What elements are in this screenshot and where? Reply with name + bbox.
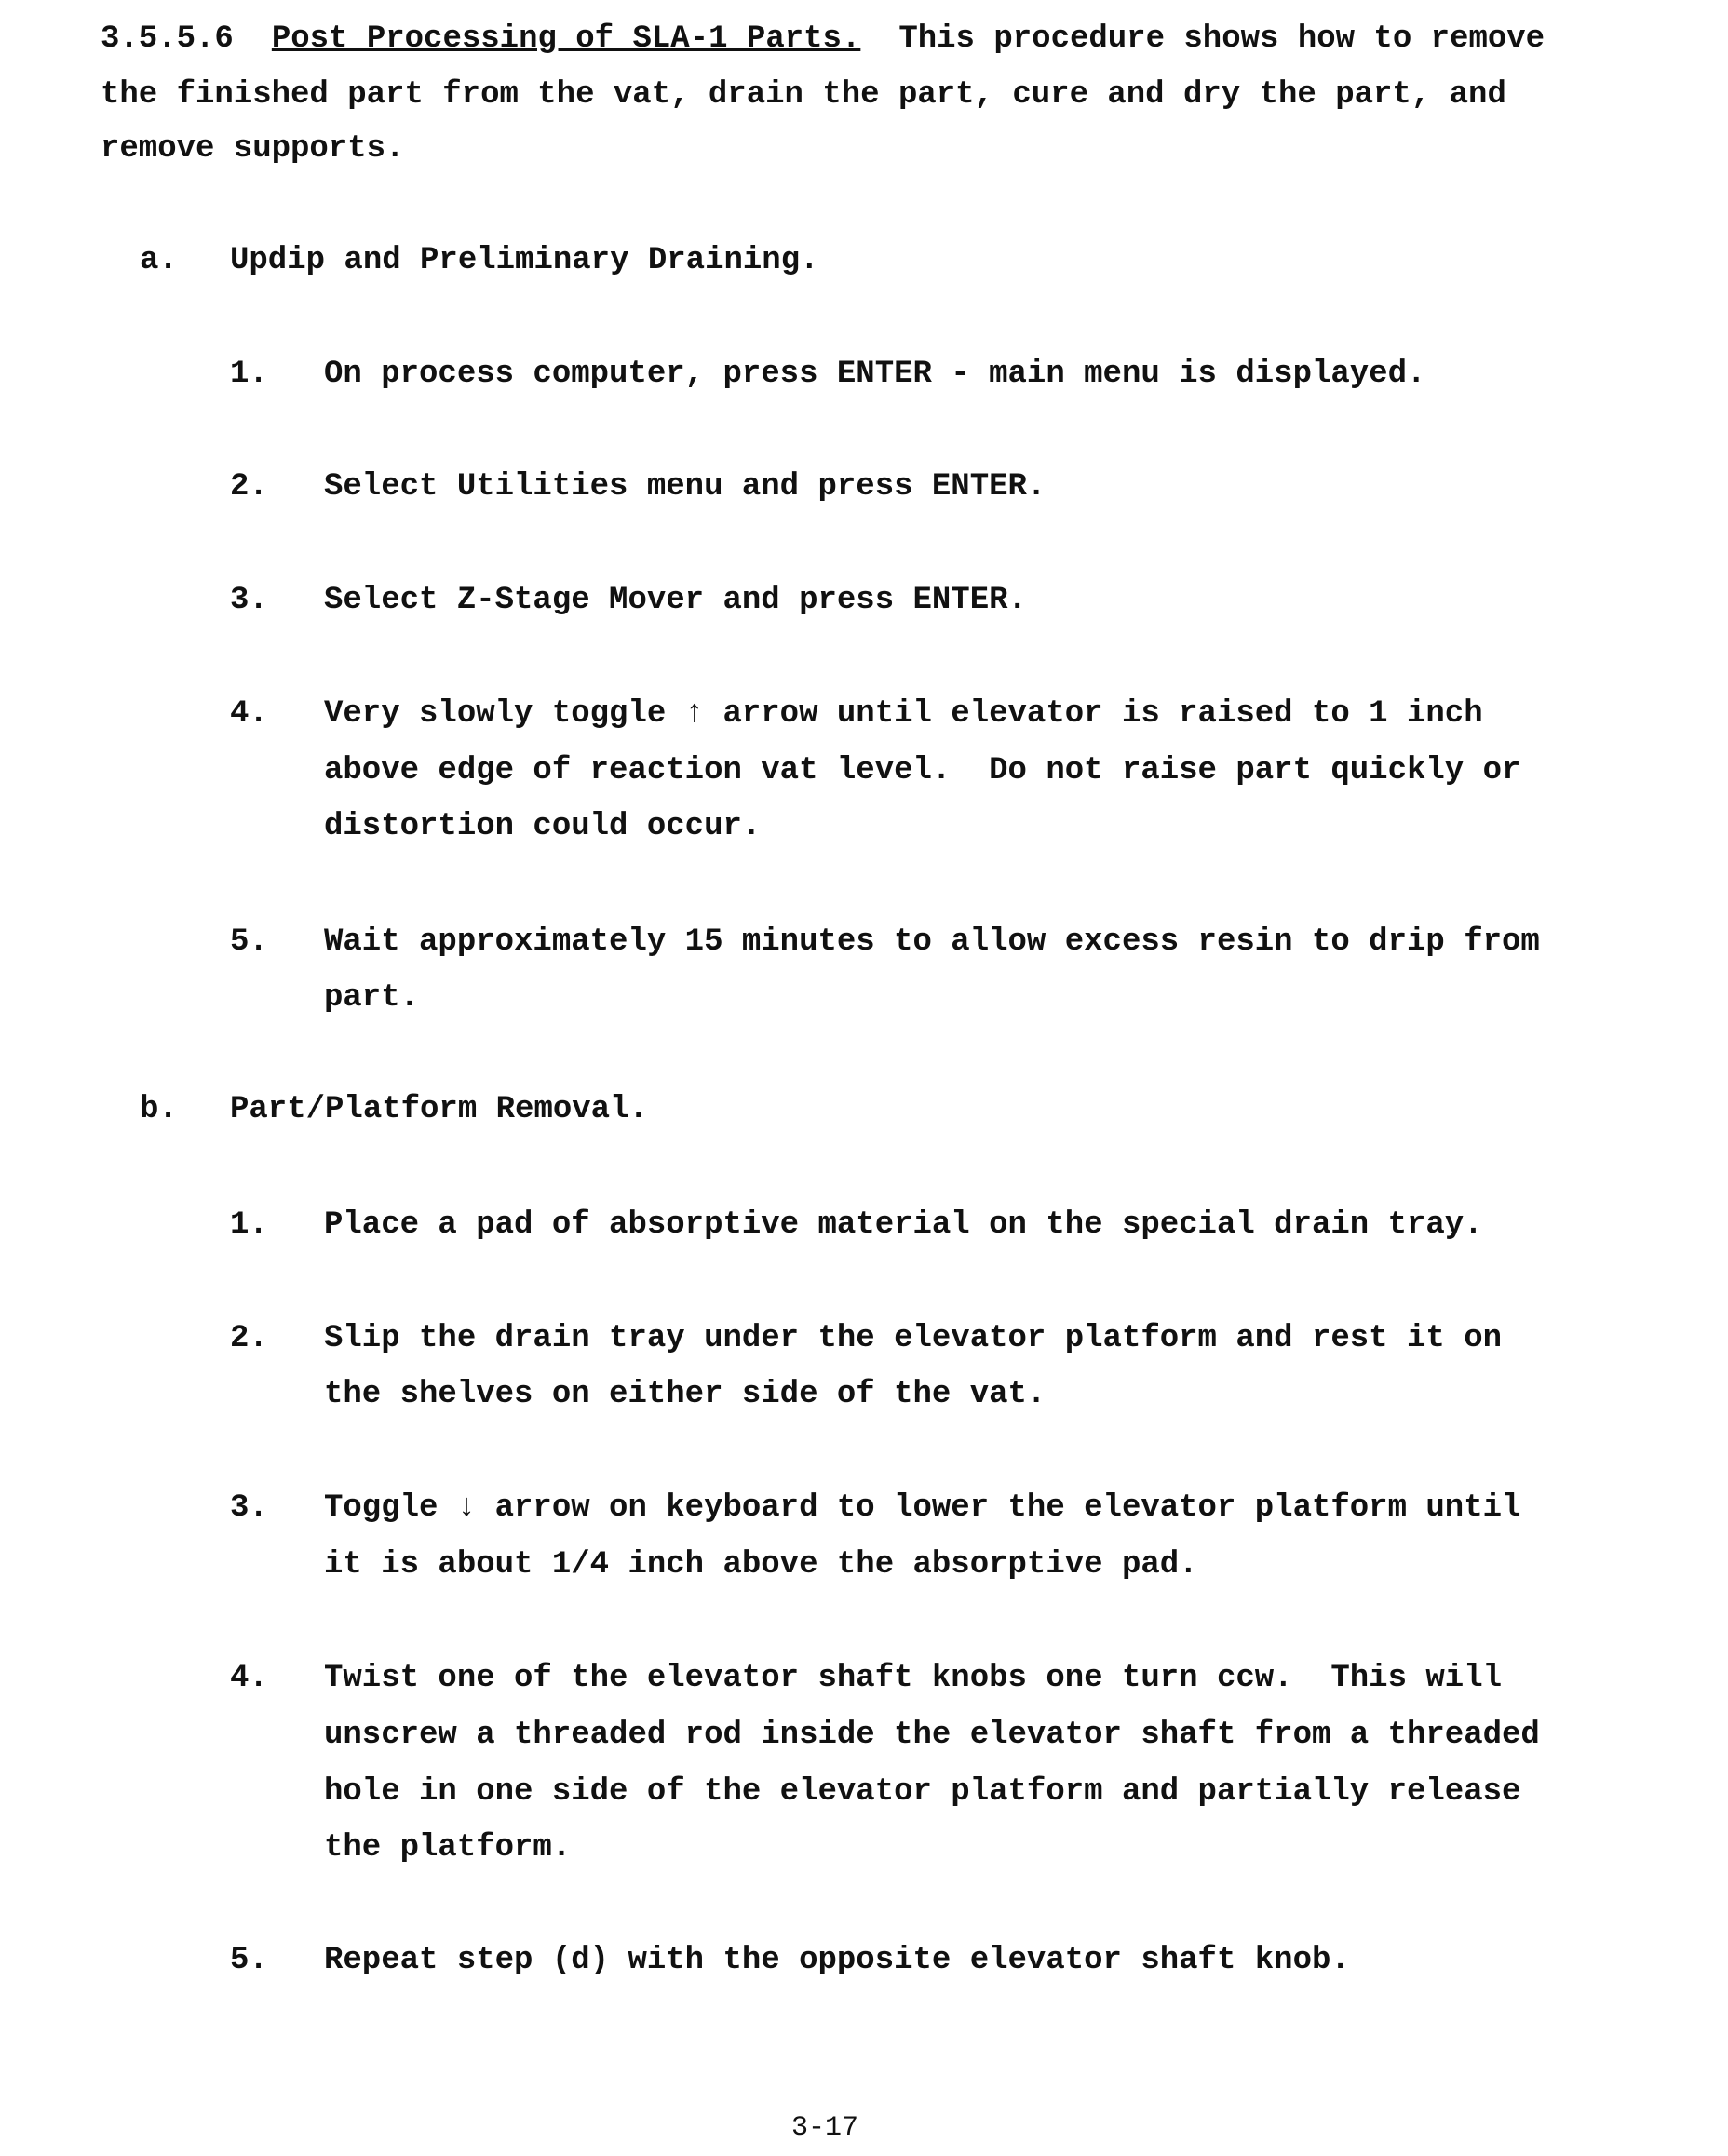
step-text-line: unscrew a threaded rod inside the elevator shaft from a threaded (324, 1717, 1540, 1754)
intro-line: the finished part from the vat, drain the part, cure and dry the part, and (101, 76, 1506, 114)
subsection-label: b. (140, 1091, 178, 1128)
step-text-line: it is about 1/4 inch above the absorptive pad. (324, 1546, 1198, 1583)
step-text-line: Twist one of the elevator shaft knobs one turn ccw. This will (324, 1660, 1502, 1697)
step-text-line: Select Z-Stage Mover and press ENTER. (324, 582, 1027, 619)
step-text-line: Repeat step (d) with the opposite elevator shaft knob. (324, 1942, 1350, 1979)
section-heading (101, 20, 1545, 58)
step-number: 5. (230, 1942, 268, 1979)
section-intro: This procedure shows how to remove (898, 20, 1545, 58)
page-number: 3-17 (791, 2109, 858, 2147)
step-number: 2. (230, 1320, 268, 1357)
step-text-line: Place a pad of absorptive material on the special drain tray. (324, 1206, 1483, 1244)
subsection-title: Updip and Preliminary Draining. (230, 242, 819, 279)
step-number: 3. (230, 582, 268, 619)
step-number: 4. (230, 1660, 268, 1697)
step-text-line: Toggle ↓ arrow on keyboard to lower the elevator platform until (324, 1489, 1520, 1527)
step-text-line: Select Utilities menu and press ENTER. (324, 468, 1046, 505)
step-text-line: Wait approximately 15 minutes to allow excess resin to drip from (324, 923, 1540, 961)
step-text-line: the shelves on either side of the vat. (324, 1376, 1046, 1413)
intro-line: remove supports. (101, 130, 404, 168)
subsection-title: Part/Platform Removal. (230, 1091, 648, 1128)
step-number: 5. (230, 923, 268, 961)
step-text-line: hole in one side of the elevator platform and partially release (324, 1773, 1520, 1811)
step-text-line: Slip the drain tray under the elevator platform and rest it on (324, 1320, 1502, 1357)
step-text-line: Very slowly toggle ↑ arrow until elevator is raised to 1 inch (324, 695, 1483, 733)
step-text-line: above edge of reaction vat level. Do not raise part quickly or (324, 752, 1520, 789)
section-number: 3.5.5.6 (101, 20, 234, 58)
step-number: 1. (230, 356, 268, 393)
step-text-line: distortion could occur. (324, 808, 761, 845)
step-number: 1. (230, 1206, 268, 1244)
step-number: 3. (230, 1489, 268, 1527)
step-number: 2. (230, 468, 268, 505)
step-number: 4. (230, 695, 268, 733)
step-text-line: part. (324, 979, 419, 1017)
section-title: Post Processing of SLA-1 Parts. (272, 20, 861, 58)
step-text-line: On process computer, press ENTER - main menu is displayed. (324, 356, 1425, 393)
subsection-label: a. (140, 242, 178, 279)
step-text-line: the platform. (324, 1829, 571, 1866)
